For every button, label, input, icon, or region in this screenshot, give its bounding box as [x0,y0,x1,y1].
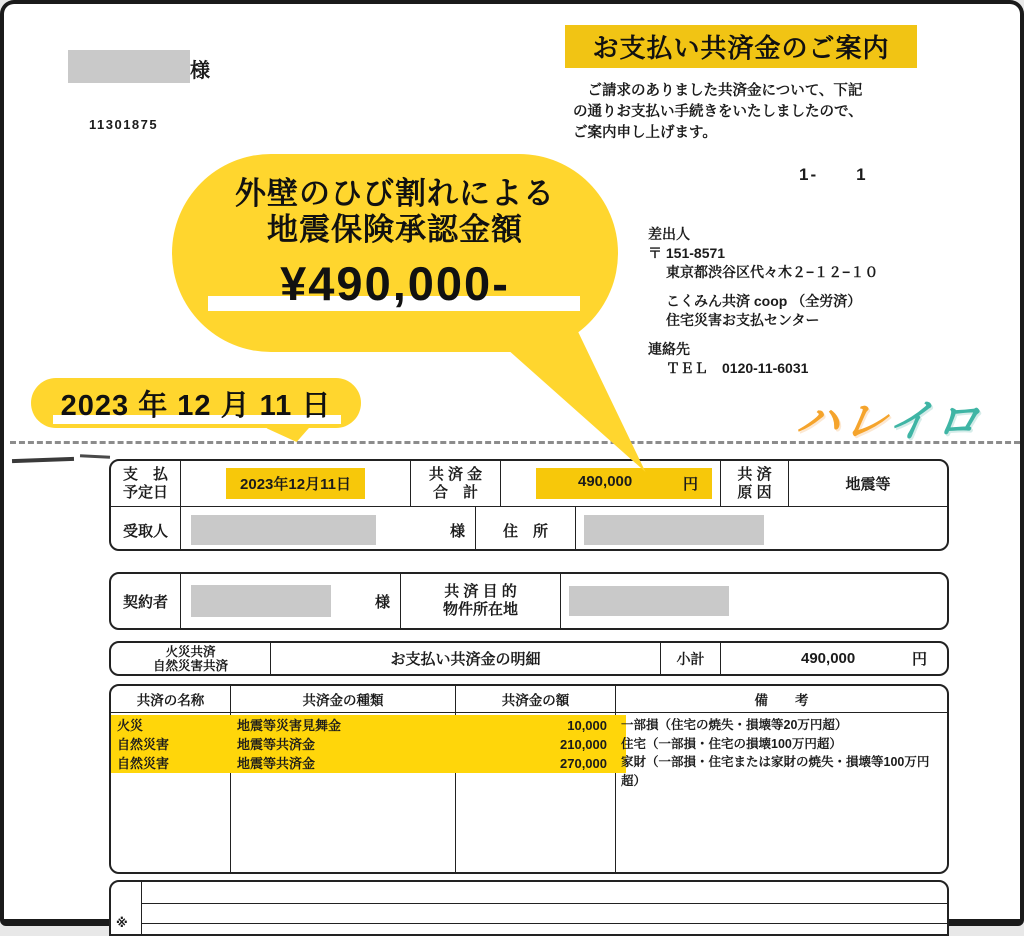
logo-part-orange: ハレ [791,397,893,446]
remarks-line [142,903,947,904]
letter-body-line: ご請求のありました共済金について、下記 [573,83,863,99]
detail-table-header [111,686,947,713]
sender-label: 差出人 [648,226,690,242]
redacted-recipient-name [68,50,190,83]
table-row: 火災 [117,718,144,733]
callout-line1: 外壁のひび割れによる [235,176,555,211]
pay-date-label: 支 払 [122,465,168,483]
total-label: 共 済 金 [428,465,483,483]
contractor-suffix: 様 [374,593,390,611]
recipient-suffix: 様 [190,60,210,82]
pay-date-value: 2023年12月11日 [226,468,365,499]
callout-bubble [172,154,618,352]
redacted-address [584,515,764,545]
subtotal-label: 小計 [661,643,721,674]
cause-value: 地震等 [845,476,891,493]
subtotal-value: 490,000 [801,650,856,667]
letter-title: お支払い共済金のご案内 [565,25,917,68]
remarks-line [142,923,947,924]
logo-part-teal: イロ [883,397,987,446]
date-badge-text: 2023 年 12 月 11 日 [60,389,332,422]
col-header-note: 備 考 [754,693,809,708]
sender-org1: こくみん共済 coop （全労済） [666,293,862,309]
subtotal-box [109,641,949,676]
letter-body-line: の通りお支払い手続きをいたしましたので、 [573,104,863,120]
recipient-label: 受取人 [111,507,181,551]
detail-title: お支払い共済金の明細 [271,643,661,674]
detail-col-amount: 10,000 210,000 270,000 [456,713,616,872]
category-fire: 火災共済 [165,644,216,659]
category-natural: 自然災害共済 [152,658,228,673]
date-badge [31,378,361,428]
footnote-mark: ※ [116,916,128,930]
col-header-name: 共済の名称 [111,686,231,712]
total-unit: 円 [682,476,698,493]
document-number: 11301875 [89,117,159,132]
detail-col-name: 火災 自然災害 自然災害 [111,713,231,872]
letter-body [573,81,913,144]
subtotal-unit: 円 [911,651,927,668]
sender-address: 東京都渋谷区代々木２−１２−１０ [666,264,879,280]
property-location-label: 共 済 目 的 [444,583,517,600]
col-header-amount: 共済金の額 [456,686,616,712]
callout-amount: ¥490,000- [280,257,510,310]
address-label: 住 所 [476,507,576,551]
total-amount: 490,000 [578,473,633,490]
detail-col-type: 地震等災害見舞金 地震等共済金 地震等共済金 [231,713,456,872]
scan-smudge [80,454,110,459]
contractor-label: 契約者 [111,574,181,628]
letter-body-line: ご案内申し上げます。 [573,125,717,141]
sender-postal: 〒 151-8571 [648,245,726,261]
redacted-property-location [569,586,729,616]
cause-label: 共 済 [737,465,772,483]
scan-smudge [12,457,74,463]
recipient-suffix: 様 [449,522,465,540]
contractor-box: 契約者 様 共 済 目 的 物件所在地 [109,572,949,630]
col-header-type: 共済金の種類 [231,686,456,712]
remarks-divider [141,882,142,934]
sender-block [648,225,878,378]
sender-contact-label: 連絡先 [648,341,690,357]
sender-tel: ＴＥＬ 0120-11-6031 [666,360,809,376]
page-number: 1- 1 [799,165,868,184]
sender-org2: 住宅災害お支払センター [666,312,820,328]
detail-table [109,684,949,874]
payment-summary-box: 支 払 予定日 2023年12月11日 共 済 金 合 計 490,000 円 共 済 原 因 地震等 受取人 様 住 所 [109,459,949,551]
detail-col-note: 一部損（住宅の焼失・損壊等20万円超） 住宅（一部損・住宅の損壊100万円超） 家財（一部損・住宅または家財の焼失・損壊等100万円超） [621,718,930,788]
hareiro-logo [791,385,988,449]
remarks-box [109,880,949,936]
callout-line2: 地震保険承認金額 [267,212,523,247]
redacted-contractor [191,585,331,617]
redacted-recipient [191,515,376,545]
